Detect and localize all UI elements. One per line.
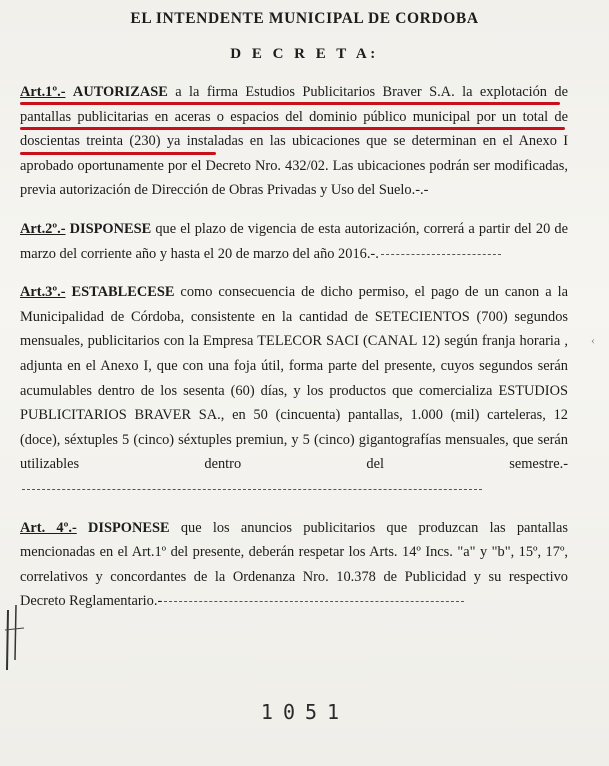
page-number: 1051 [260,700,350,724]
margin-pen-marks-icon [0,600,30,700]
margin-mark-icon: ‹ [591,333,595,347]
document-body [20,80,568,628]
article-3-keyword: ESTABLECESE [71,284,175,301]
article-4-text: que los anuncios publicitarios que produzcan las pantallas mencionadas en el Art.1º del presente, deberán respetar los Arts. 14º Incs. "a" y "b", 15º, 17º, correlativos y concordantes de la Ordenanza Nro. 10.378 de Publicidad y su respectivo Decreto Reglamentario.- [20,519,568,610]
document-header: EL INTENDENTE MUNICIPAL DE CORDOBA [130,10,479,27]
fill-dashes [22,489,482,490]
article-1-keyword: AUTORIZASE [72,84,168,100]
article-1-text: a la firma Estudios Publicitarios Braver S.A. la explotación de pantallas publicitarias en aceras o espacios del dominio público municipal por un total de doscientas treinta (230) ya instaladas en las ubicaciones que se determinan en el Anexo I aprobado oportunamente por el Decreto Nro. 432/02. Las ubicaciones podrán ser modificadas, previa autorización de Dirección de Obras Privadas y Uso del Suelo.-.- [20,84,568,199]
fill-dashes [164,601,464,602]
article-4-keyword: DISPONESE [88,519,170,536]
decreta-heading: D E C R E T A: [230,46,379,62]
article-1 [20,80,568,203]
article-2-keyword: DISPONESE [69,220,152,237]
article-4 [20,516,568,614]
article-2-text: que el plazo de vigencia de esta autorización, correrá a partir del 20 de marzo del corriente año y hasta el 20 de marzo del año 2016.-. [20,220,568,262]
fill-dashes [381,254,501,255]
article-2-label: Art.2º.- [20,220,66,237]
article-1-label: Art.1º.- [20,84,66,100]
article-3 [20,280,568,501]
article-3-label: Art.3º.- [20,284,66,301]
red-underline [20,152,216,155]
red-underline [20,127,565,130]
article-2 [20,217,568,266]
red-underline [20,102,560,105]
article-4-label: Art. 4º.- [20,519,77,536]
article-3-text: como consecuencia de dicho permiso, el pago de un canon a la Municipalidad de Córdoba, consistente en la cantidad de SETECIENTOS (700) segundos mensuales, publicitarios con la Empresa TELECOR SACI (CANAL 12) según franja horaria , adjunta en el Anexo I, que con una foja útil, forma parte del presente, cuyos segundos serán acumulables dentro de los sesenta (60) días, y los productos que comercializa ESTUDIOS PUBLICITARIOS BRAVER SA., en 50 (cincuenta) pantallas, 1.000 (mil) carteleras, 12 (doce), séxtuples 5 (cinco) séxtuples premiun, y 5 (cinco) gigantografías mensuales, que serán utilizables dentro del semestre.- [20,284,568,473]
